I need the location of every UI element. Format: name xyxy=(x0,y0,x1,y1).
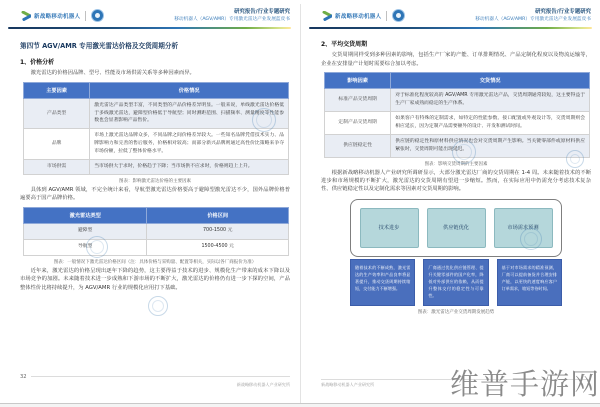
col-header-type: 激光雷达类型 xyxy=(24,207,147,223)
table-row xyxy=(24,160,289,175)
diagram-tile-supply: 供应链优化 xyxy=(427,208,486,248)
diagram-tile-tech: 技术进步 xyxy=(360,208,419,248)
col-header-delivery: 交货情况 xyxy=(391,73,590,89)
table-header-row xyxy=(325,73,590,89)
table-row xyxy=(325,89,590,112)
subheading-delivery-cycle: 2、平均交货周期 xyxy=(321,41,368,49)
header-doc-info xyxy=(475,9,591,23)
col-header-factor: 影响因素 xyxy=(325,73,391,89)
table-header-row xyxy=(24,207,289,223)
brand-logo xyxy=(321,9,405,22)
table-caption: 图表：一般情况下激光雷达价格区间（注：具体价格与采购量、配置等相关，实际以各厂商报价为准） xyxy=(53,259,257,265)
cell-type: 导航型 xyxy=(24,239,147,255)
doc-type: 研究报告/行业专题研究 xyxy=(234,9,290,15)
page-number: 32 xyxy=(20,373,27,380)
cell-factor: 供应链稳定性 xyxy=(325,134,391,157)
cell-desc: 供应链的稳定性和原材料供应情况也会对交货周期产生影响。当关键零部件或原材料供应紧张时，交货周期可能出现延迟。 xyxy=(391,134,590,157)
diagram-tile-demand: 市场需求预测 xyxy=(494,208,553,248)
diagram-caption: 图表：激光雷达产业交货周期发展趋势 xyxy=(417,309,495,315)
doc-title: 移动机器人（AGV/AMR）专用激光雷达产业发展蓝皮书 xyxy=(475,17,591,23)
brand-round-badge-icon xyxy=(91,9,104,22)
footer-note: 新战略移动机器人产业研究所 xyxy=(321,382,375,387)
table-header-row xyxy=(24,82,289,98)
doc-type: 研究报告/行业专题研究 xyxy=(535,9,591,15)
brand-name: 新战略移动机器人 xyxy=(34,13,81,20)
delivery-trend-diagram xyxy=(350,199,562,315)
col-header-range: 价格区间 xyxy=(147,207,289,223)
site-watermark: 维普手游网 xyxy=(449,367,600,401)
cell-factor: 品牌 xyxy=(24,129,90,160)
paragraph: 激光雷达的价格因品牌、型号、性能及市场供需关系等多种因素而异。 xyxy=(30,70,195,77)
paragraph: 根据新战略移动机器人产业研究所调研显示，大部分激光雷达厂商的交货周期在 1-4 周。未来随着技术的不断进步和市场规模的不断扩大，激光雷达的交货周期有望进一步缩短。然而，在实际应用中仍需充分考虑技术复杂性、供应链稳定性以及定制化需求等因素对交货周期的影响。 xyxy=(321,169,591,193)
page-right xyxy=(301,0,600,403)
diagram-detail-row xyxy=(350,259,562,306)
col-header-price: 价格情况 xyxy=(90,82,289,98)
left-page-content xyxy=(0,29,299,292)
diagram-detail-supply: 厂商通过优化供应链管理、提升关键零部件的国产化率，降低对外部供应的依赖，从而提升整体交付的稳定性与可靠性。 xyxy=(423,259,488,306)
diagram-detail-tech: 随着技术的不断成熟，激光雷达的生产效率和产品良率将显著提升，推动交货周期持续缩短，交付能力不断增强。 xyxy=(350,259,415,306)
diagram-detail-demand: 基于对市场需求的精准预测，厂商可以提前备货并合理安排产能，以更快的速度响应客户订单需求，缩短等待时间。 xyxy=(497,259,562,306)
cell-desc: 激光雷达产品类型丰富，不同类型的产品价格差异明显。一般来说，单线激光雷达价格低于多线激光雷达，避障型价格低于导航型；同时测距范围、扫描频率、测量精度等性能参数也会显著影响产品售价。 xyxy=(90,98,289,129)
cell-desc: 市场上激光雷达品牌众多，不同品牌之间价格差异较大。一些知名品牌凭借技术实力、品牌影响力和完善的售后服务，价格相对较高；而部分新兴品牌则通过高性价比策略来争夺市场份额，拉低了整体价格水平。 xyxy=(90,129,289,160)
table-caption: 图表：影响激光雷达价格的主要因素 xyxy=(119,178,191,184)
table-row xyxy=(24,129,289,160)
page-bottom-edge xyxy=(0,403,600,404)
table-row xyxy=(24,98,289,129)
left-page-footer xyxy=(20,374,290,389)
brand-logo xyxy=(20,9,104,22)
table-row xyxy=(24,223,289,239)
paragraph: 具体到 AGV/AMR 领域，不完全统计来看，导航型激光雷达价格要高于避障型激光雷达不少，国外品牌价格普遍要高于国产品牌价格。 xyxy=(20,186,290,202)
doc-title: 移动机器人（AGV/AMR）专用激光雷达产业发展蓝皮书 xyxy=(174,17,290,23)
page-header xyxy=(0,0,299,23)
table-row xyxy=(325,111,590,134)
page-left xyxy=(0,0,299,403)
right-page-content xyxy=(301,29,600,315)
col-header-factor: 主要因素 xyxy=(24,82,90,98)
cell-type: 避障型 xyxy=(24,223,147,239)
diagram-container xyxy=(350,199,562,257)
section-title: 第四节 AGV/AMR 专用激光雷达价格及交货周期分析 xyxy=(20,42,179,51)
paragraph: 交货周期同样受到多种因素的影响，包括生产厂家的产能、订单排期情况、产品定制化程度以及物流运输等，企业在安排量产计划时需要综合加以考虑。 xyxy=(321,52,591,67)
page-gutter-divider xyxy=(300,4,301,403)
header-doc-info xyxy=(174,9,290,23)
brand-x-icon xyxy=(321,11,332,21)
subheading-price-analysis: 1、价格分析 xyxy=(20,59,55,67)
cell-range: 1500-4500 元 xyxy=(147,239,289,255)
delivery-factor-table xyxy=(324,72,590,157)
price-range-table xyxy=(23,207,289,256)
cell-range: 700-1500 元 xyxy=(147,223,289,239)
footer-rule xyxy=(31,376,290,377)
table-row xyxy=(24,239,289,255)
price-factor-table xyxy=(23,82,289,175)
paragraph: 近年来，激光雷达的价格呈现出逐年下降的趋势，这主要得益于技术的进步、规模化生产带来的成本下降以及市场竞争的加剧。未来随着技术进一步成熟和下游市场的不断扩大，激光雷达的价格仍有进一步下探的空间，产品整体性价比将持续提升，为 AGV/AMR 行业的规模化应用打下基础。 xyxy=(20,267,290,291)
cell-desc: 对于标准化程度较高的 AGV/AMR 专用激光雷达产品，交货周期通常较短，这主要得益于生产厂家成熟而稳定的生产体系。 xyxy=(391,89,590,112)
cell-desc: 如果客户有特殊的定制需求，如特定的性能参数、接口配置或外观设计等，交货周期则会相应延长，因为定制产品需要额外的设计、开发和测试时间。 xyxy=(391,111,590,134)
table-caption: 图表：影响交货周期的主要因素 xyxy=(424,161,488,167)
brand-name: 新战略移动机器人 xyxy=(335,13,382,20)
brand-divider xyxy=(85,11,86,21)
cell-factor: 市场供需 xyxy=(24,160,90,175)
brand-x-icon xyxy=(20,11,31,21)
cell-factor: 产品类型 xyxy=(24,98,90,129)
brand-divider xyxy=(386,11,387,21)
cell-factor: 标准产品交货周期 xyxy=(325,89,391,112)
page-header xyxy=(301,0,600,23)
cell-factor: 定制产品交货周期 xyxy=(325,111,391,134)
table-row xyxy=(325,134,590,157)
footer-note: 新战略移动机器人产业研究所 xyxy=(236,382,290,387)
brand-round-badge-icon xyxy=(392,9,405,22)
cell-desc: 当市场供大于求时，价格趋于下降；当市场供不应求时，价格则趋上上升。 xyxy=(90,160,289,175)
